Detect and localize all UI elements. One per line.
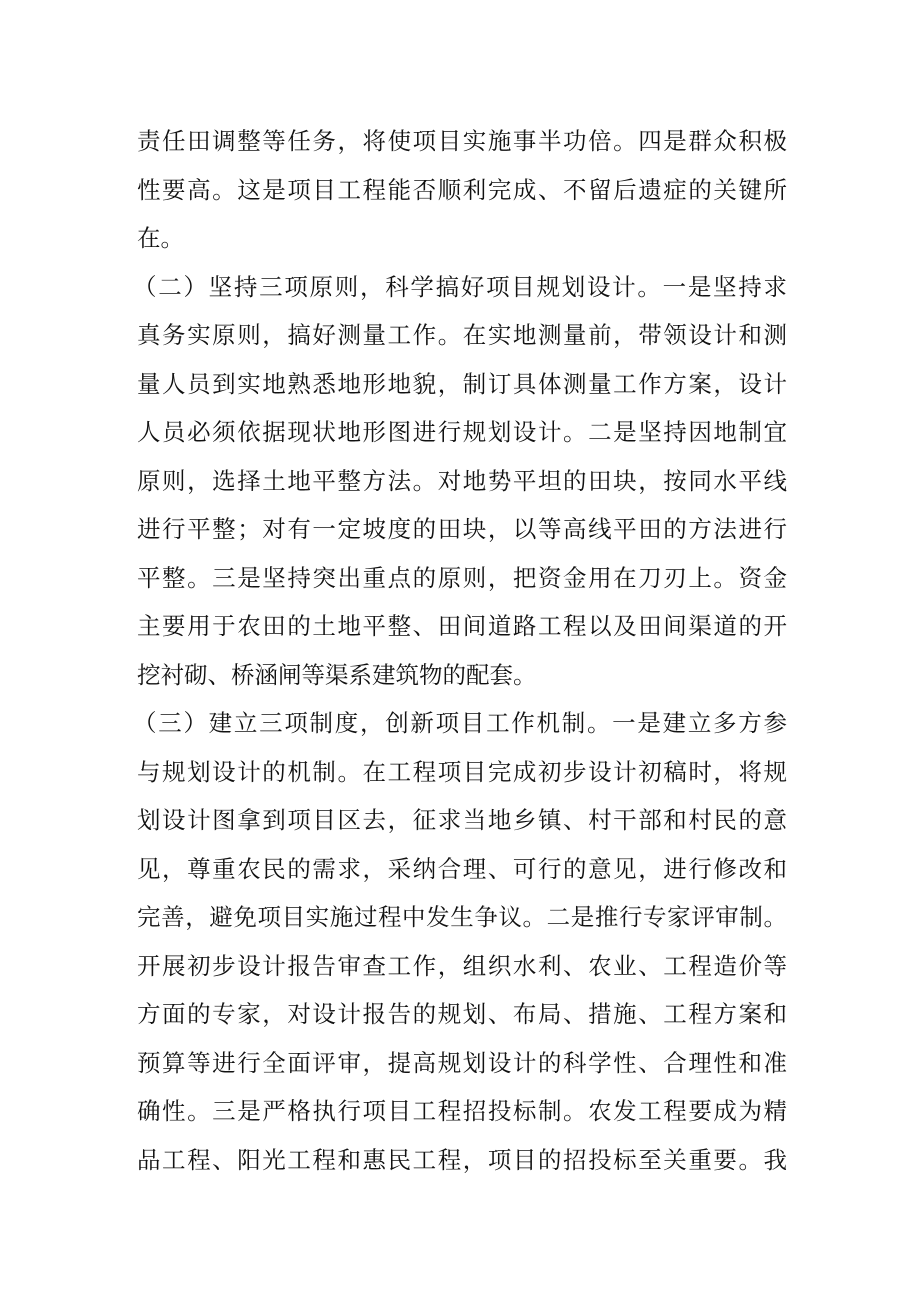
section-3-heading-line: （三）建立三项制度，创新项目工作机制。一是建立多方参: [133, 709, 787, 737]
text-line-8: 原则，选择土地平整方法。对地势平坦的田块，按同水平线: [137, 466, 787, 495]
text-line-15: 划设计图拿到项目区去，征求当地乡镇、村干部和村民的意: [137, 806, 787, 834]
text-line-11: 主要用于农田的土地平整、田间道路工程以及田间渠道的开: [137, 612, 787, 640]
text-line-9: 进行平整；对有一定坡度的田块，以等高线平田的方法进行: [137, 515, 787, 543]
text-line-22: 品工程、阳光工程和惠民工程，项目的招投标至关重要。我: [137, 1145, 787, 1174]
text-line-10: 平整。三是坚持突出重点的原则，把资金用在刀刃上。资金: [137, 563, 787, 592]
text-line-16: 见，尊重农民的需求，采纳合理、可行的意见，进行修改和: [137, 854, 787, 883]
text-line-5: 真务实原则，搞好测量工作。在实地测量前，带领设计和测: [137, 321, 787, 349]
text-line-19: 方面的专家，对设计报告的规划、布局、措施、工程方案和: [137, 1000, 787, 1028]
section-2-heading-line: （二）坚持三项原则，科学搞好项目规划设计。一是坚持求: [133, 272, 787, 301]
body-text: [133, 117, 787, 1184]
text-line-6: 量人员到实地熟悉地形地貌，制订具体测量工作方案，设计: [137, 369, 787, 398]
text-line-20: 预算等进行全面评审，提高规划设计的科学性、合理性和准: [137, 1048, 787, 1077]
text-line-2: 性要高。这是项目工程能否顺利完成、不留后遗症的关键所: [137, 175, 787, 204]
text-line-17: 完善，避免项目实施过程中发生争议。二是推行专家评审制。: [137, 903, 787, 931]
text-line-3: 在。: [137, 224, 184, 252]
text-line-18: 开展初步设计报告审查工作，组织水利、农业、工程造价等: [137, 951, 787, 980]
text-line-12: 挖衬砌、桥涵闸等渠系建筑物的配套。: [137, 660, 537, 689]
text-line-14: 与规划设计的机制。在工程项目完成初步设计初稿时，将规: [137, 757, 787, 786]
text-line-1: 责任田调整等任务，将使项目实施事半功倍。四是群众积极: [137, 127, 787, 155]
text-line-21: 确性。三是严格执行项目工程招投标制。农发工程要成为精: [137, 1097, 787, 1125]
text-line-7: 人员必须依据现状地形图进行规划设计。二是坚持因地制宜: [137, 418, 787, 446]
